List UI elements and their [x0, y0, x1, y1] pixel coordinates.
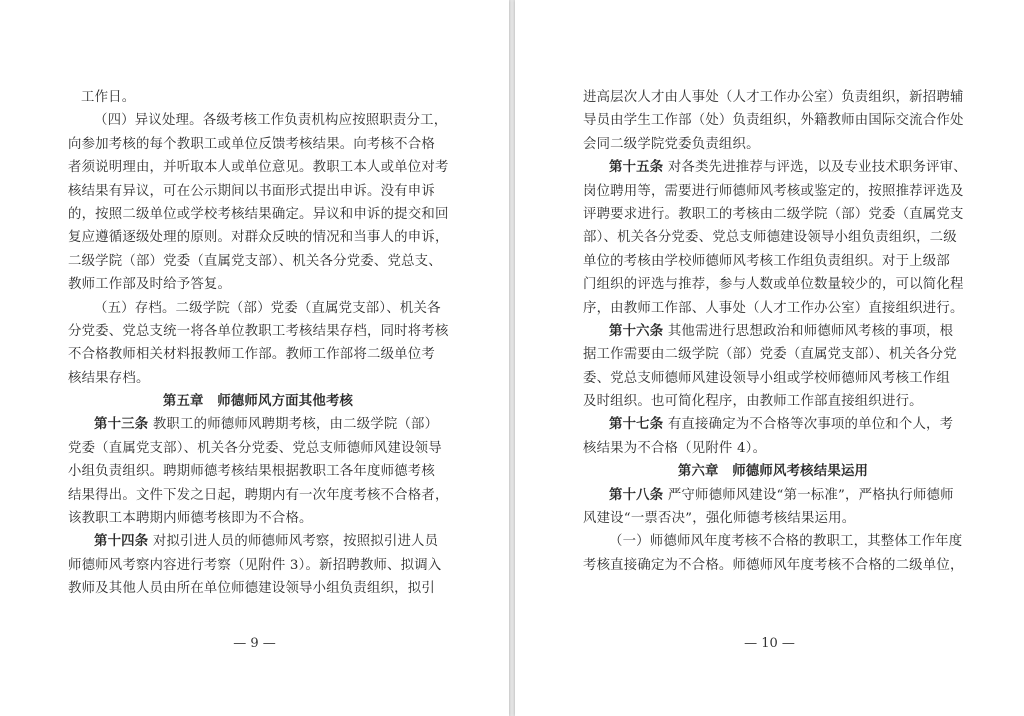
line-text: （一）师德师风年度考核不合格的教职工，其整体工作年度 [609, 534, 963, 550]
chapter-heading [68, 390, 448, 413]
line-text: 核结果存档。 [68, 370, 150, 386]
line-text: 考核直接确定为不合格。师德师风年度考核不合格的二级单位， [583, 557, 964, 573]
text-line [583, 390, 963, 413]
text-line [68, 554, 448, 577]
line-text: 党委（直属党支部）、机关各分党委、党总支师德师风建设领导 [68, 440, 442, 456]
text-line [583, 250, 963, 273]
line-text: 其他需进行思想政治和师德师风考核的事项，根 [663, 323, 954, 339]
line-text: 向参加考核的每个教职工或单位反馈考核结果。向考核不合格 [68, 136, 435, 152]
line-text: 不合格教师相关材料报教师工作部。教师工作部将二级单位考 [68, 347, 435, 363]
chapter-heading [583, 460, 963, 483]
text-line [68, 109, 448, 132]
text-line [68, 437, 448, 460]
text-line [68, 577, 448, 600]
text-line [68, 86, 448, 109]
text-line [583, 297, 963, 320]
text-line [583, 156, 967, 179]
line-text: 教师工作部及时给予答复。 [68, 277, 232, 293]
article-number: 第十四条 [94, 533, 149, 550]
page-body-right [583, 86, 967, 577]
text-line [583, 109, 963, 132]
article-number: 第十六条 [609, 322, 664, 339]
line-text: 分党委、党总支统一将各单位教职工考核结果存档，同时将考核 [68, 323, 449, 339]
line-text: 岗位聘用等，需要进行师德师风考核或鉴定的，按照推荐评选及 [583, 183, 964, 199]
line-text: 严守师德师风建设“第一标准”，严格执行师德师 [663, 487, 954, 503]
line-text: 会同二级学院党委负责组织。 [583, 136, 760, 152]
line-text: 部）、机关各分党委、党总支师德建设领导小组负责组织，二级 [583, 230, 957, 246]
line-text: 结果得出。文件下发之日起，聘期内有一次年度考核不合格者， [68, 487, 449, 503]
text-line [68, 180, 448, 203]
text-line [583, 86, 963, 109]
line-text: 有直接确定为不合格等次事项的单位和个人，考 [663, 417, 954, 433]
text-line [68, 250, 448, 273]
line-text: 门组织的评选与推荐，参与人数或单位数量较少的，可以简化程 [583, 277, 964, 293]
line-text: 核结果为不合格（见附件 4）。 [583, 440, 767, 456]
text-line [68, 343, 448, 366]
text-line [583, 226, 963, 249]
text-line [68, 273, 448, 296]
text-line [583, 413, 963, 436]
article-number: 第十七条 [609, 416, 664, 433]
text-line [68, 367, 448, 390]
text-line [583, 273, 963, 296]
text-line [68, 460, 448, 483]
text-line [583, 320, 963, 343]
article-number: 第十五条 [609, 159, 664, 176]
line-text: 第六章 师德师风考核结果运用 [677, 463, 869, 480]
text-line [583, 554, 963, 577]
text-line [583, 180, 963, 203]
line-text: 委、党总支师德师风建设领导小组或学校师德师风考核工作组 [583, 370, 950, 386]
text-line [68, 203, 448, 226]
line-text: 的，按照二级单位或学校考核结果确定。异议和申诉的提交和回 [68, 206, 449, 222]
line-text: 教职工的师德师风聘期考核，由二级学院（部） [148, 417, 439, 433]
text-line [583, 437, 963, 460]
text-line [68, 484, 448, 507]
line-text: 风建设“一票否决”，强化师德考核结果运用。 [583, 511, 856, 527]
text-line [583, 133, 963, 156]
line-text: 师德师风考察内容进行考察（见附件 3）。新招聘教师、拟调入 [68, 557, 442, 573]
line-text: 核结果有异议，可在公示期间以书面形式提出申诉。没有申诉 [68, 183, 435, 199]
line-text: 进高层次人才由人事处（人才工作办公室）负责组织，新招聘辅 [583, 90, 964, 105]
line-text: 复应遵循逐级处理的原则。对群众反映的情况和当事人的申诉， [68, 230, 449, 246]
line-text: 单位的考核由学校师德师风考核工作组负责组织。对于上级部 [583, 253, 950, 269]
text-line [583, 484, 963, 507]
line-text: 据工作需要由二级学院（部）党委（直属党支部）、机关各分党 [583, 347, 957, 363]
line-text: 二级学院（部）党委（直属党支部）、机关各分党委、党总支、 [68, 253, 442, 269]
text-line [583, 343, 963, 366]
text-line [583, 367, 963, 390]
text-line [68, 413, 448, 436]
page-number-left: — 9 — [233, 636, 276, 651]
text-line [68, 156, 448, 179]
line-text: 教师及其他人员由所在单位师德建设领导小组负责组织，拟引 [68, 581, 435, 597]
line-text: 评聘要求进行。教职工的考核由二级学院（部）党委（直属党支 [583, 206, 964, 222]
article-number: 第十三条 [94, 416, 149, 433]
line-text: 第五章 师德师风方面其他考核 [162, 393, 354, 410]
line-text: 序，由教师工作部、人事处（人才工作办公室）直接组织进行。 [583, 300, 964, 316]
line-text: （四）异议处理。各级考核工作负责机构应按照职责分工， [94, 113, 448, 129]
line-text: （五）存档。二级学院（部）党委（直属党支部）、机关各 [94, 300, 441, 316]
line-text: 工作日。 [81, 90, 136, 105]
document-page-left [0, 0, 509, 716]
text-line [583, 507, 963, 530]
line-text: 对拟引进人员的师德师风考察，按照拟引进人员 [148, 534, 439, 550]
text-line [68, 507, 448, 530]
text-line [583, 530, 963, 553]
text-line [68, 133, 448, 156]
line-text: 该教职工本聘期内师德考核即为不合格。 [68, 511, 313, 527]
line-text: 及时组织。也可简化程序，由教师工作部直接组织进行。 [583, 394, 923, 410]
line-text: 者须说明理由，并听取本人或单位意见。教职工本人或单位对考 [68, 160, 449, 176]
article-number: 第十八条 [609, 486, 664, 503]
line-text: 小组负责组织。聘期师德考核结果根据教职工各年度师德考核 [68, 464, 435, 480]
document-page-right [515, 0, 1024, 716]
text-line [583, 203, 963, 226]
line-text: 导员由学生工作部（处）负责组织，外籍教师由国际交流合作处 [583, 113, 964, 129]
text-line [68, 297, 448, 320]
text-line [68, 226, 448, 249]
text-line [68, 530, 448, 553]
text-line [68, 320, 448, 343]
page-body-left [68, 86, 448, 601]
page-number-right: — 10 — [744, 636, 795, 651]
line-text: 对各类先进推荐与评选，以及专业技术职务评审、 [663, 160, 967, 176]
